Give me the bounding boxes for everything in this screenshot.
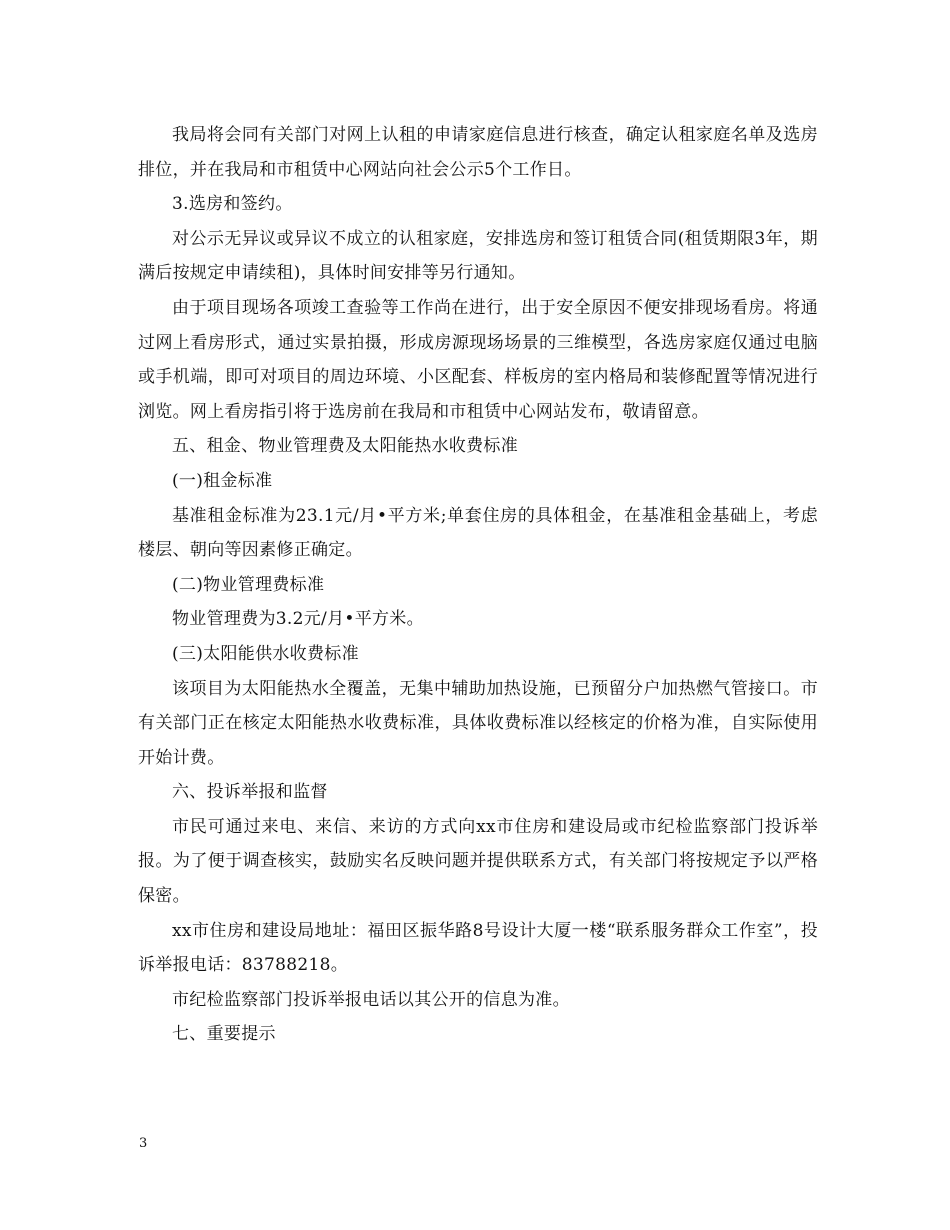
section-heading-complaints: 六、投诉举报和监督: [172, 782, 328, 803]
paragraph-rent-standard: 基准租金标准为23.1元/月•平方米;单套住房的具体租金，在基准租金基础上，考虑楼层、朝向等因素修正确定。: [138, 505, 818, 561]
paragraph-complaint-channels: 市民可通过来电、来信、来访的方式向xx市住房和建设局或市纪检监察部门投诉举报。为了便于调查核实，鼓励实名反映问题并提供联系方式，有关部门将按规定予以严格保密。: [138, 816, 818, 907]
subheading-solar-water: (三)太阳能供水收费标准: [172, 643, 359, 664]
paragraph-discipline-hotline: 市纪检监察部门投诉举报电话以其公开的信息为准。: [172, 989, 570, 1010]
paragraph-property-fee: 物业管理费为3.2元/月•平方米。: [172, 609, 424, 630]
paragraph-bureau-address: xx市住房和建设局地址：福田区振华路8号设计大厦一楼“联系服务群众工作室”，投诉举报电话：83788218。: [138, 920, 818, 976]
section-heading-important-notice: 七、重要提示: [172, 1024, 276, 1045]
subheading-property-fee: (二)物业管理费标准: [172, 574, 325, 595]
paragraph-selection-signing-heading: 3.选房和签约。: [172, 194, 293, 215]
paragraph-verification: 我局将会同有关部门对网上认租的申请家庭信息进行核查，确定认租家庭名单及选房排位，并在我局和市租赁中心网站向社会公示5个工作日。: [138, 125, 818, 180]
page-number: 3: [139, 1136, 148, 1151]
paragraph-solar-water: 该项目为太阳能热水全覆盖，无集中辅助加热设施，已预留分户加热燃气管接口。市有关部门正在核定太阳能热水收费标准，具体收费标准以经核定的价格为准，自实际使用开始计费。: [138, 678, 818, 768]
paragraph-online-viewing: 由于项目现场各项竣工查验等工作尚在进行，出于安全原因不便安排现场看房。将通过网上看房形式，通过实景拍摄，形成房源现场场景的三维模型，各选房家庭仅通过电脑或手机端，即可对项目的周边环境、小区配套、样板房的室内格局和装修配置等情况进行浏览。网上看房指引将于选房前在我局和市租赁中心网站发布，敬请留意。: [138, 297, 818, 422]
subheading-rent-standard: (一)租金标准: [172, 470, 273, 491]
section-heading-fees: 五、租金、物业管理费及太阳能热水收费标准: [172, 436, 518, 457]
document-body: [138, 118, 818, 1052]
paragraph-contract: 对公示无异议或异议不成立的认租家庭，安排选房和签订租赁合同(租赁期限3年，期满后按规定申请续租)，具体时间安排等另行通知。: [138, 228, 818, 284]
